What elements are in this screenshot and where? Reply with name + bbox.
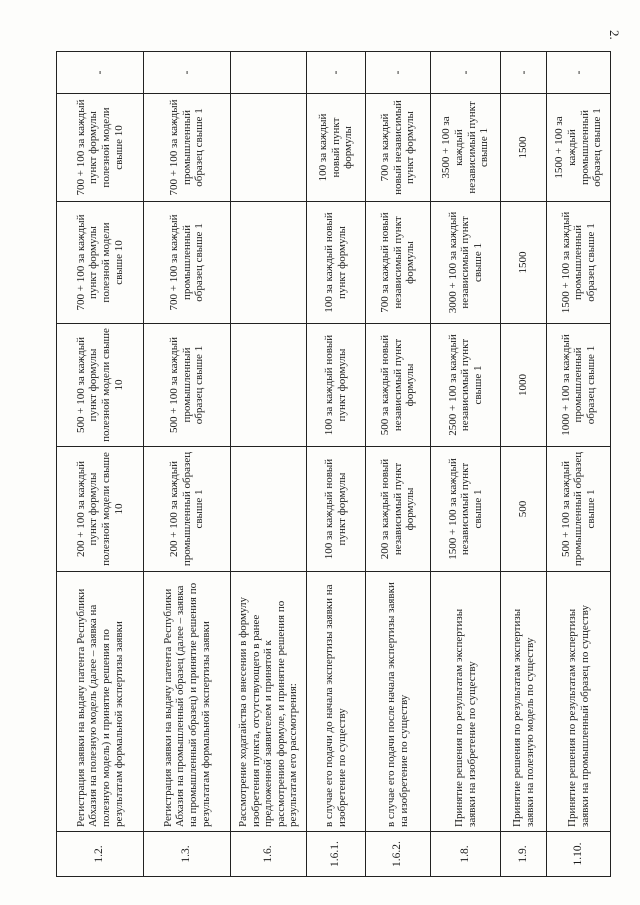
fee-cell xyxy=(231,202,307,324)
fee-cell: 100 за каждый новый пункт формулы xyxy=(307,202,366,324)
fee-cell: 3500 + 100 за каждый независимый пункт свыше 1 xyxy=(431,94,501,202)
table-row xyxy=(547,52,611,877)
fee-cell xyxy=(231,52,307,94)
page-number: 2. xyxy=(607,30,622,40)
fee-cell: 200 + 100 за каждый промышленный образец свыше 1 xyxy=(144,447,231,572)
fee-cell: 100 за каждый новый пункт формулы xyxy=(307,447,366,572)
fee-cell: 700 + 100 за каждый промышленный образец свыше 1 xyxy=(144,202,231,324)
fee-cell: 500 + 100 за каждый пункт формулы полезной модели свыше 10 xyxy=(57,324,144,447)
fee-cell: - xyxy=(547,52,611,94)
rotated-table-container xyxy=(56,52,610,877)
fee-cell: 700 за каждый новый независимый пункт формулы xyxy=(366,94,431,202)
fee-cell: 700 + 100 за каждый пункт формулы полезной модели свыше 10 xyxy=(57,202,144,324)
fee-cell: - xyxy=(57,52,144,94)
fee-cell xyxy=(231,324,307,447)
fee-cell: 1500 xyxy=(501,94,547,202)
table-row xyxy=(307,52,366,877)
table-row xyxy=(57,52,144,877)
fee-cell: 1500 + 100 за каждый промышленный образец свыше 1 xyxy=(547,94,611,202)
row-description: Принятие решения по результатам экспертизы заявки на изобретение по существу xyxy=(431,572,501,832)
row-number: 1.2. xyxy=(57,832,144,877)
fee-table xyxy=(56,51,611,877)
row-number: 1.6. xyxy=(231,832,307,877)
row-number: 1.10. xyxy=(547,832,611,877)
row-description: Рассмотрение ходатайства о внесении в формулу изобретения пункта, отсутствующего в ранее предложенной заявителем и принятой к рассмотрению формуле, и принятие решения по результатам его рассмотрения: xyxy=(231,572,307,832)
row-description: Принятие решения по результатам экспертизы заявки на промышленный образец по существу xyxy=(547,572,611,832)
row-description: Принятие решения по результатам экспертизы заявки на полезную модель по существу xyxy=(501,572,547,832)
fee-cell: 500 за каждый новый независимый пункт формулы xyxy=(366,324,431,447)
fee-cell: - xyxy=(366,52,431,94)
fee-cell: - xyxy=(144,52,231,94)
fee-cell: 100 за каждый новый пункт формулы xyxy=(307,324,366,447)
fee-cell: 100 за каждый новый пункт формулы xyxy=(307,94,366,202)
fee-cell: 200 за каждый новый независимый пункт формулы xyxy=(366,447,431,572)
fee-cell: 700 + 100 за каждый промышленный образец свыше 1 xyxy=(144,94,231,202)
row-number: 1.6.2. xyxy=(366,832,431,877)
fee-cell: 1500 + 100 за каждый промышленный образец свыше 1 xyxy=(547,202,611,324)
fee-cell: 2500 + 100 за каждый независимый пункт свыше 1 xyxy=(431,324,501,447)
fee-cell: 700 + 100 за каждый пункт формулы полезной модели свыше 10 xyxy=(57,94,144,202)
table-row xyxy=(366,52,431,877)
fee-cell: - xyxy=(307,52,366,94)
fee-cell xyxy=(231,447,307,572)
fee-cell: - xyxy=(501,52,547,94)
fee-cell: 500 xyxy=(501,447,547,572)
fee-cell: 1500 + 100 за каждый независимый пункт свыше 1 xyxy=(431,447,501,572)
fee-cell: 500 + 100 за каждый промышленный образец свыше 1 xyxy=(144,324,231,447)
table-row xyxy=(144,52,231,877)
row-number: 1.3. xyxy=(144,832,231,877)
row-description: в случае его подачи до начала экспертизы заявки на изобретение по существу xyxy=(307,572,366,832)
row-description: Регистрация заявки на выдачу патента Республики Абхазия на полезную модель (далее – заявка на полезную модель) и принятие решения по результатам формальной экспертизы заявки xyxy=(57,572,144,832)
row-number: 1.6.1. xyxy=(307,832,366,877)
row-number: 1.9. xyxy=(501,832,547,877)
fee-cell: 1000 xyxy=(501,324,547,447)
row-description: Регистрация заявки на выдачу патента Республики Абхазия на промышленный образец (далее – заявка на промышленный образец) и принятие решения по результатам формальной экспертизы заявки xyxy=(144,572,231,832)
fee-cell: 200 + 100 за каждый пункт формулы полезной модели свыше 10 xyxy=(57,447,144,572)
row-number: 1.8. xyxy=(431,832,501,877)
row-description: в случае его подачи после начала экспертизы заявки на изобретение по существу xyxy=(366,572,431,832)
fee-cell xyxy=(231,94,307,202)
table-row xyxy=(231,52,307,877)
table-row xyxy=(431,52,501,877)
fee-cell: 1500 xyxy=(501,202,547,324)
fee-cell: 1000 + 100 за каждый промышленный образец свыше 1 xyxy=(547,324,611,447)
fee-cell: - xyxy=(431,52,501,94)
table-row xyxy=(501,52,547,877)
fee-cell: 3000 + 100 за каждый независимый пункт свыше 1 xyxy=(431,202,501,324)
fee-cell: 700 за каждый новый независимый пункт формулы xyxy=(366,202,431,324)
fee-cell: 500 + 100 за каждый промышленный образец свыше 1 xyxy=(547,447,611,572)
